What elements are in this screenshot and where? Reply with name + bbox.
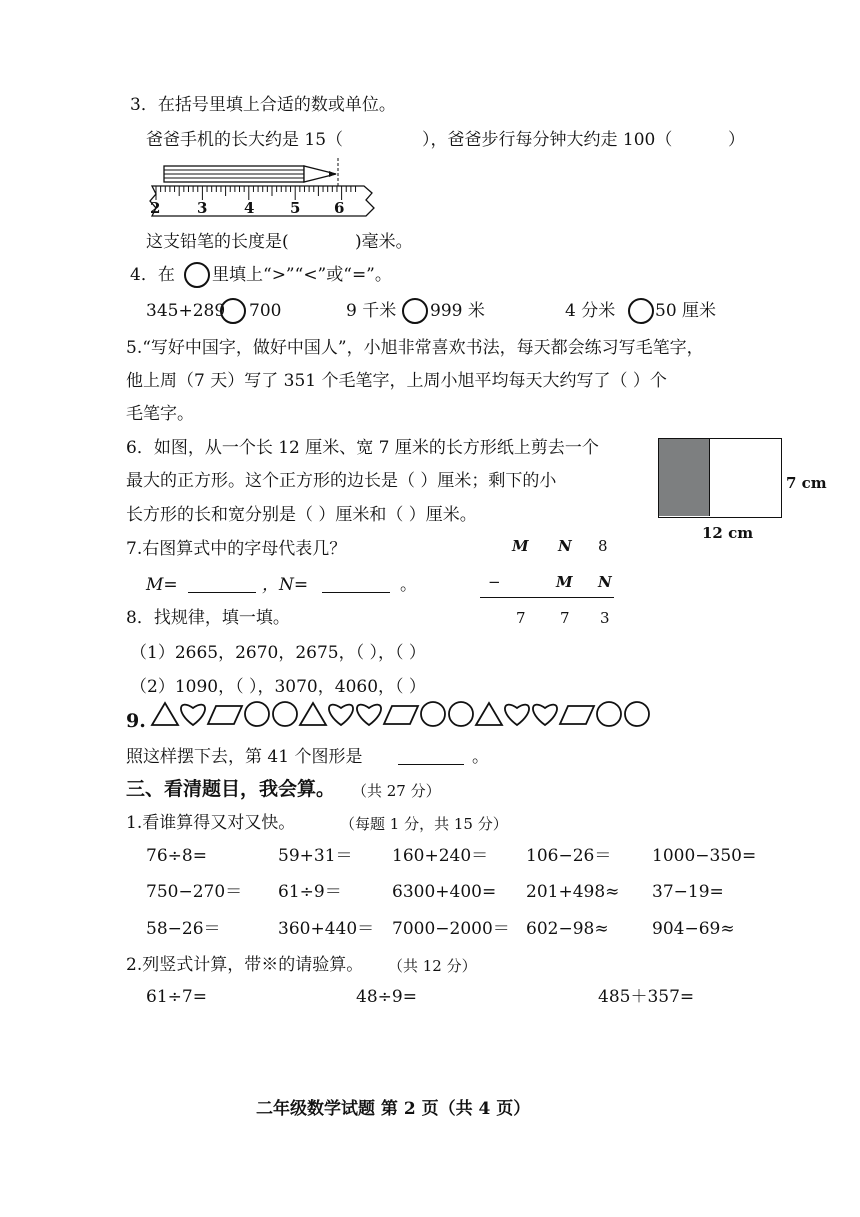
q7-end: 。 (400, 575, 417, 595)
calc-r3-c4: 602−98≈ (526, 919, 609, 939)
q4-compare-1-left: 345+289 (146, 301, 226, 321)
section3-score: （共 27 分） (352, 782, 441, 800)
page-footer: 二年级数学试题 第 2 页（共 4 页） (256, 1099, 531, 1119)
rectangle-figure (658, 438, 782, 518)
q7-r2-c3: N (598, 573, 612, 591)
q5-line3: 毛笔字。 (126, 404, 194, 424)
q6-line3: 长方形的长和宽分别是（ ）厘米和（ ）厘米。 (126, 505, 477, 525)
pencil-ruler-figure (146, 158, 386, 220)
q3-title: 3．在括号里填上合适的数或单位。 (130, 95, 396, 115)
heart-icon (181, 705, 205, 725)
ruler-tick-4: 4 (244, 199, 255, 217)
triangle-icon (476, 703, 502, 725)
q9-num: 9. (126, 710, 146, 732)
parallelogram-icon (208, 706, 242, 724)
triangle-icon (300, 703, 326, 725)
q8-title: 8．找规律，填一填。 (126, 608, 290, 628)
triangle-icon (152, 703, 178, 725)
q3-line1-c: ） (728, 130, 745, 150)
q9-line2-a: 照这样摆下去，第 41 个图形是 (126, 747, 363, 767)
n-answer-blank[interactable] (322, 592, 390, 593)
q6-line2: 最大的正方形。这个正方形的边长是（ ）厘米；剩下的小 (126, 471, 557, 491)
calc-r1-c3: 160+240＝ (392, 846, 489, 866)
calc-r3-c3: 7000−2000＝ (392, 919, 510, 939)
q7-r3-c3: 3 (600, 609, 610, 627)
vert-calc-2: 48÷9= (356, 987, 417, 1007)
pencil-icon (164, 166, 336, 182)
heart-icon (357, 705, 381, 725)
shape-sequence (150, 700, 690, 730)
q4-compare-3-left: 4 分米 (565, 301, 616, 321)
ruler-tick-3: 3 (197, 199, 208, 217)
calc-r1-c2: 59+31＝ (278, 846, 353, 866)
q7-r3-c1: 7 (516, 609, 526, 627)
vert-calc-3: 485＋357= (598, 987, 695, 1007)
calc-r2-c3: 6300+400= (392, 882, 497, 902)
q8-pattern-2: （2）1090，（ ），3070，4060，（ ） (130, 677, 426, 697)
cut-square (659, 439, 710, 516)
q4-title-a: 4．在 (130, 265, 175, 285)
q7-r1-c2: N (558, 537, 572, 555)
circle-icon (625, 702, 649, 726)
section3-p1-score: （每题 1 分，共 15 分） (340, 815, 508, 833)
section3-p2-score: （共 12 分） (388, 957, 477, 975)
calc-r2-c1: 750−270＝ (146, 882, 243, 902)
circle-icon (273, 702, 297, 726)
q3-line2-b: )毫米。 (355, 232, 413, 252)
q5-line1: 5.“写好中国字，做好中国人”，小旭非常喜欢书法，每天都会练习写毛笔字， (126, 338, 704, 358)
circle-icon (449, 702, 473, 726)
compare-circle-2-icon (402, 298, 428, 324)
q7-n-label: ，N= (262, 575, 309, 595)
section3-title: 三、看清题目，我会算。 (126, 778, 336, 800)
q7-m-label: M= (146, 575, 178, 595)
calc-r3-c1: 58−26＝ (146, 919, 221, 939)
calc-r3-c5: 904−69≈ (652, 919, 735, 939)
calc-r1-c5: 1000−350= (652, 846, 757, 866)
q7-sum-line (480, 597, 614, 598)
m-answer-blank[interactable] (188, 592, 256, 593)
calc-r1-c1: 76÷8= (146, 846, 207, 866)
section3-p2-title: 2.列竖式计算，带※的请验算。 (126, 955, 364, 975)
calc-r2-c5: 37−19= (652, 882, 724, 902)
q7-r3-c2: 7 (560, 609, 570, 627)
q3-line2-a: 这支铅笔的长度是( (146, 232, 289, 252)
ruler-tick-5: 5 (290, 199, 301, 217)
width-label: 7 cm (786, 474, 827, 492)
calc-r2-c2: 61÷9＝ (278, 882, 342, 902)
parallelogram-icon (384, 706, 418, 724)
q4-compare-2-left: 9 千米 (346, 301, 397, 321)
calc-r3-c2: 360+440＝ (278, 919, 375, 939)
calc-r2-c4: 201+498≈ (526, 882, 620, 902)
blank-circle-icon (184, 262, 210, 288)
compare-circle-1-icon (220, 298, 246, 324)
heart-icon (533, 705, 557, 725)
q6-line1: 6．如图，从一个长 12 厘米、宽 7 厘米的长方形纸上剪去一个 (126, 438, 599, 458)
q9-answer-blank[interactable] (398, 764, 464, 765)
compare-circle-3-icon (628, 298, 654, 324)
length-label: 12 cm (702, 524, 754, 542)
vert-calc-1: 61÷7= (146, 987, 207, 1007)
q7-r1-c1: M (512, 537, 529, 555)
q4-compare-1-right: 700 (249, 301, 282, 321)
q8-pattern-1: （1）2665，2670，2675，（ ），（ ） (130, 643, 426, 663)
heart-icon (329, 705, 353, 725)
circle-icon (245, 702, 269, 726)
section3-p1-title: 1.看谁算得又对又快。 (126, 813, 296, 833)
parallelogram-icon (560, 706, 594, 724)
q7-r2-c2: M (556, 573, 573, 591)
ruler-tick-2: 2 (150, 199, 161, 217)
ruler-tick-6: 6 (334, 199, 345, 217)
q4-title-b: 里填上“>”“<”或“=”。 (212, 265, 392, 285)
q7-r1-c3: 8 (598, 537, 608, 555)
q3-line1-b: ），爸爸步行每分钟大约走 100（ (422, 130, 673, 150)
q9-line2-b: 。 (472, 747, 489, 767)
circle-icon (597, 702, 621, 726)
q7-title: 7.右图算式中的字母代表几？ (126, 539, 347, 559)
q3-line1-a: 爸爸手机的长大约是 15（ (146, 130, 344, 150)
calc-r1-c4: 106−26＝ (526, 846, 612, 866)
q4-compare-2-right: 999 米 (430, 301, 485, 321)
heart-icon (505, 705, 529, 725)
q7-r2-c1: − (488, 573, 501, 591)
circle-icon (421, 702, 445, 726)
q4-compare-3-right: 50 厘米 (655, 301, 717, 321)
q5-line2: 他上周（7 天）写了 351 个毛笔字，上周小旭平均每天大约写了（ ）个 (126, 371, 667, 391)
